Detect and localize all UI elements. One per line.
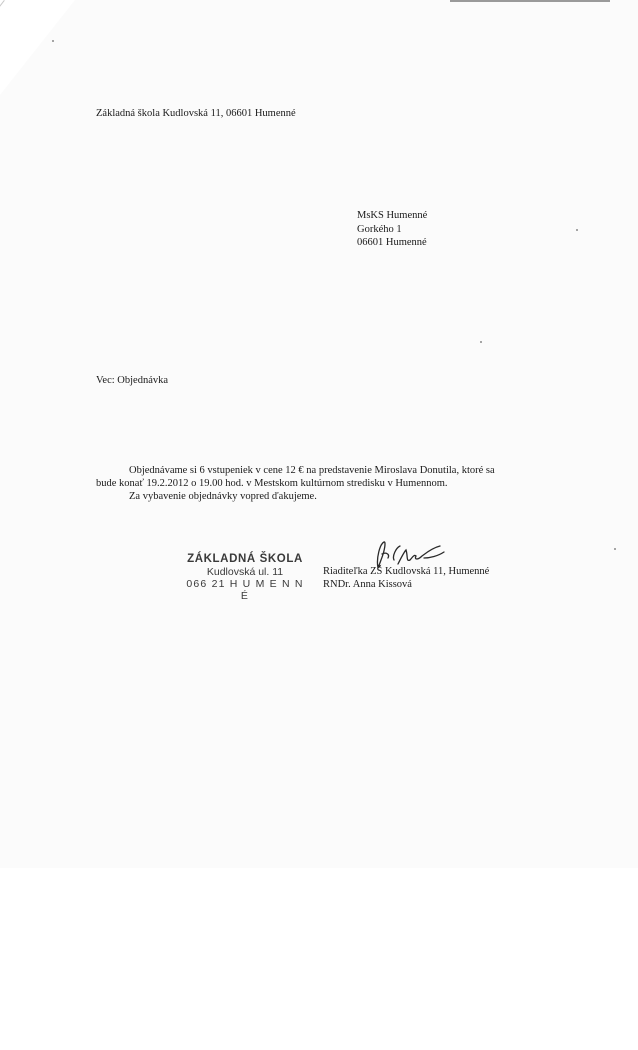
- body-line-1: Objednávame si 6 vstupeniek v cene 12 € na predstavenie Miroslava Donutila, ktoré sa: [129, 465, 495, 476]
- folded-corner: [0, 0, 75, 95]
- scan-speck: [614, 548, 616, 550]
- subject-line: Vec: Objednávka: [96, 375, 169, 386]
- scan-speck: [480, 341, 482, 343]
- body-line-2: bude konať 19.2.2012 o 19.00 hod. v Mestskom kultúrnom stredisku v Humennom.: [96, 478, 448, 489]
- recipient-street: Gorkého 1: [357, 224, 402, 235]
- scan-speck: [576, 229, 578, 231]
- signatory-name: RNDr. Anna Kissová: [323, 579, 412, 590]
- stamp-street: Kudlovská ul. 11: [206, 566, 284, 578]
- signatory-title: Riaditeľka ZŠ Kudlovská 11, Humenné: [323, 566, 490, 577]
- school-stamp: [186, 552, 304, 602]
- stamp-title: ZÁKLADNÁ ŠKOLA: [187, 553, 303, 565]
- stamp-city: 066 21 H U M E N N É: [186, 578, 304, 602]
- recipient-name: MsKS Humenné: [357, 210, 428, 221]
- scan-speck: [52, 40, 54, 42]
- recipient-city: 06601 Humenné: [357, 237, 427, 248]
- sender-address: Základná škola Kudlovská 11, 06601 Humenné: [96, 108, 296, 119]
- body-line-3: Za vybavenie objednávky vopred ďakujeme.: [129, 491, 317, 502]
- scan-edge-line: [450, 0, 610, 2]
